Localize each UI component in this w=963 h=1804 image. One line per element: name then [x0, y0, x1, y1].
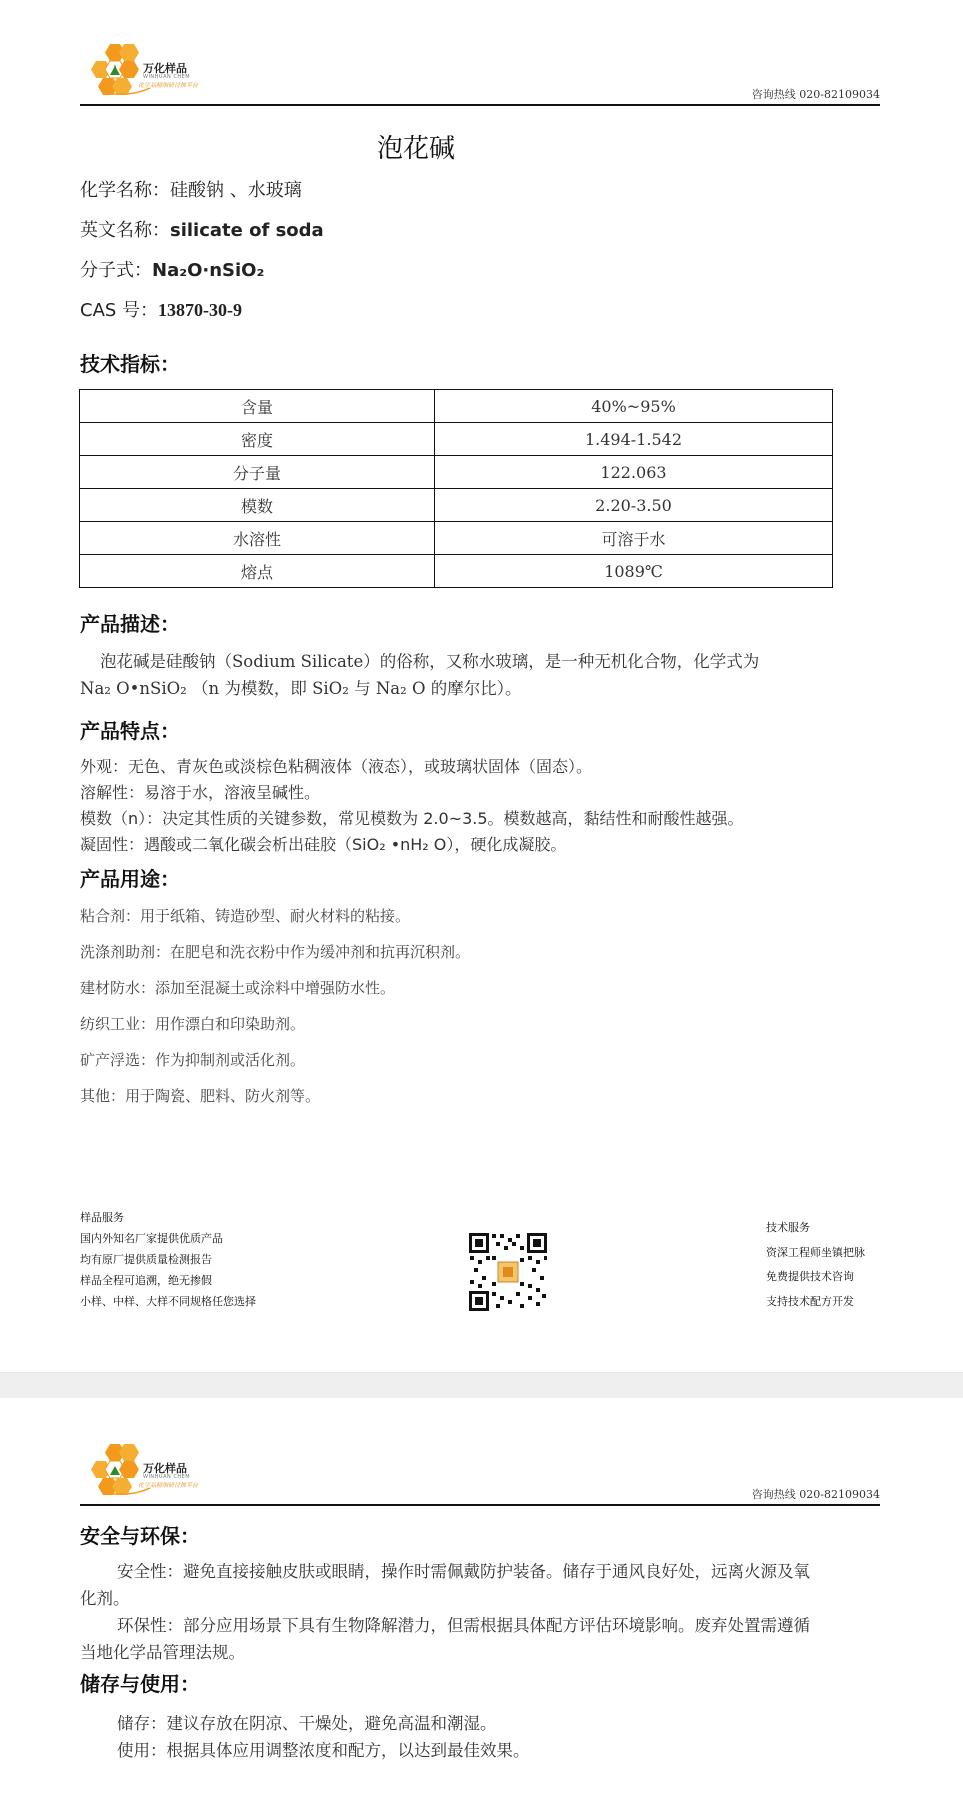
cas-label: CAS 号： [80, 300, 159, 321]
feature-line: 溶解性：易溶于水，溶液呈碱性。 [80, 783, 321, 802]
list-item: 洗涤剂助剂：在肥皂和洗衣粉中作为缓冲剂和抗再沉积剂。 [80, 943, 471, 961]
spec-key: 密度 [80, 423, 435, 456]
spec-heading: 技术指标： [80, 352, 180, 376]
list-item: 纺织工业：用作漂白和印染助剂。 [80, 1015, 306, 1033]
cas-value: 13870-30-9 [158, 300, 243, 320]
en-name-label: 英文名称： [80, 220, 170, 241]
description-line: 泡花碱是硅酸钠（Sodium Silicate）的俗称，又称水玻璃，是一种无机化合物，化学式为 [100, 652, 760, 671]
safety-line: 化剂。 [80, 1589, 130, 1608]
hotline: 咨询热线 020-82109034 [751, 1488, 880, 1501]
brand-slogan: 化学品精细研讨推平台 [138, 1482, 199, 1489]
uses-heading: 产品用途： [80, 867, 180, 891]
spec-value: 1089℃ [435, 555, 833, 588]
list-item: 建材防水：添加至混凝土或涂料中增强防水性。 [80, 979, 396, 997]
cas-field [80, 296, 242, 322]
safety-line: 环保性：部分应用场景下具有生物降解潜力，但需根据具体配方评估环境影响。废弃处置需遵循 [117, 1616, 810, 1635]
formula-field [80, 256, 264, 282]
formula-label: 分子式： [80, 260, 152, 281]
list-item: 粘合剂：用于纸箱、铸造砂型、耐火材料的粘接。 [80, 907, 411, 925]
spec-key: 含量 [80, 390, 435, 423]
page-title: 泡花碱 [376, 134, 455, 164]
en-name-field [80, 216, 324, 242]
footer-line: 国内外知名厂家提供优质产品 [80, 1232, 223, 1245]
spec-table [79, 389, 833, 588]
feature-line: 外观：无色、青灰色或淡棕色粘稠液体（液态），或玻璃状固体（固态）。 [80, 757, 593, 776]
sample-service-list [80, 1207, 256, 1312]
page-header [80, 42, 880, 104]
table-row [80, 456, 833, 489]
table-row [80, 522, 833, 555]
chem-name-label: 化学名称： [80, 180, 170, 201]
page-separator [0, 1372, 963, 1400]
brand-english-name: WINHUAN CHEM [143, 74, 191, 80]
footer-line: 均有原厂提供质量检测报告 [80, 1253, 212, 1266]
storage-heading: 储存与使用： [80, 1672, 200, 1696]
spec-value: 1.494-1.542 [435, 423, 833, 456]
brand-english-name: WINHUAN CHEM [143, 1474, 191, 1480]
spec-key: 分子量 [80, 456, 435, 489]
features-heading: 产品特点： [80, 719, 180, 743]
list-item: 其他：用于陶瓷、肥料、防火剂等。 [80, 1087, 321, 1105]
storage-line: 储存：建议存放在阴凉、干燥处，避免高温和潮湿。 [117, 1714, 497, 1733]
spec-value: 40%~95% [435, 390, 833, 423]
table-row [80, 423, 833, 456]
en-name-value: silicate of soda [170, 220, 324, 241]
spec-value: 2.20-3.50 [435, 489, 833, 522]
description-heading: 产品描述： [80, 612, 180, 636]
header-divider [80, 1504, 880, 1506]
footer-line: 支持技术配方开发 [766, 1294, 854, 1308]
spec-key: 模数 [80, 489, 435, 522]
spec-key: 水溶性 [80, 522, 435, 555]
chem-name-field [80, 176, 302, 202]
honeycomb-logo-icon [88, 42, 150, 98]
formula-value: Na₂O·nSiO₂ [152, 260, 265, 281]
safety-line: 安全性：避免直接接触皮肤或眼睛，操作时需佩戴防护装备。储存于通风良好处，远离火源及氧 [117, 1562, 810, 1581]
spec-key: 熔点 [80, 555, 435, 588]
brand-name: 万化样品 [143, 1462, 187, 1475]
spec-value: 122.063 [435, 456, 833, 489]
footer-line: 资深工程师坐镇把脉 [766, 1245, 865, 1259]
safety-line: 当地化学品管理法规。 [80, 1643, 245, 1662]
features-list [80, 754, 880, 858]
list-item: 矿产浮选：作为抑制剂或活化剂。 [80, 1051, 306, 1069]
table-row [80, 555, 833, 588]
footer-line: 样品全程可追溯，绝无掺假 [80, 1274, 212, 1287]
feature-line: 凝固性：遇酸或二氧化碳会析出硅胶（SiO₂ •nH₂ O），硬化成凝胶。 [80, 835, 567, 854]
storage-text [80, 1710, 880, 1764]
page-2 [0, 1398, 963, 1804]
description-text [80, 648, 890, 702]
footer-line: 技术服务 [766, 1221, 810, 1234]
table-row [80, 390, 833, 423]
footer-line: 小样、中样、大样不同规格任您选择 [80, 1295, 256, 1308]
qr-code-icon [468, 1232, 548, 1312]
chem-name-value: 硅酸钠 、水玻璃 [170, 180, 302, 201]
footer-line: 样品服务 [80, 1211, 124, 1224]
safety-heading: 安全与环保： [80, 1524, 200, 1548]
honeycomb-logo-icon [88, 1442, 150, 1498]
table-row [80, 489, 833, 522]
tech-service-list [766, 1216, 865, 1314]
spec-value: 可溶于水 [435, 522, 833, 555]
feature-line: 模数（n）：决定其性质的关键参数，常见模数为 2.0~3.5。模数越高，黏结性和耐酸性越强。 [80, 809, 744, 828]
description-line: Na₂ O•nSiO₂ （n 为模数，即 SiO₂ 与 Na₂ O 的摩尔比）。 [80, 679, 522, 698]
safety-text [80, 1558, 890, 1666]
footer-line: 免费提供技术咨询 [766, 1270, 854, 1283]
brand-name: 万化样品 [143, 62, 187, 75]
storage-line: 使用：根据具体应用调整浓度和配方，以达到最佳效果。 [117, 1741, 530, 1760]
brand-slogan: 化学品精细研讨推平台 [138, 82, 199, 89]
hotline: 咨询热线 020-82109034 [751, 88, 880, 101]
page-header [80, 1442, 880, 1504]
header-divider [80, 104, 880, 106]
